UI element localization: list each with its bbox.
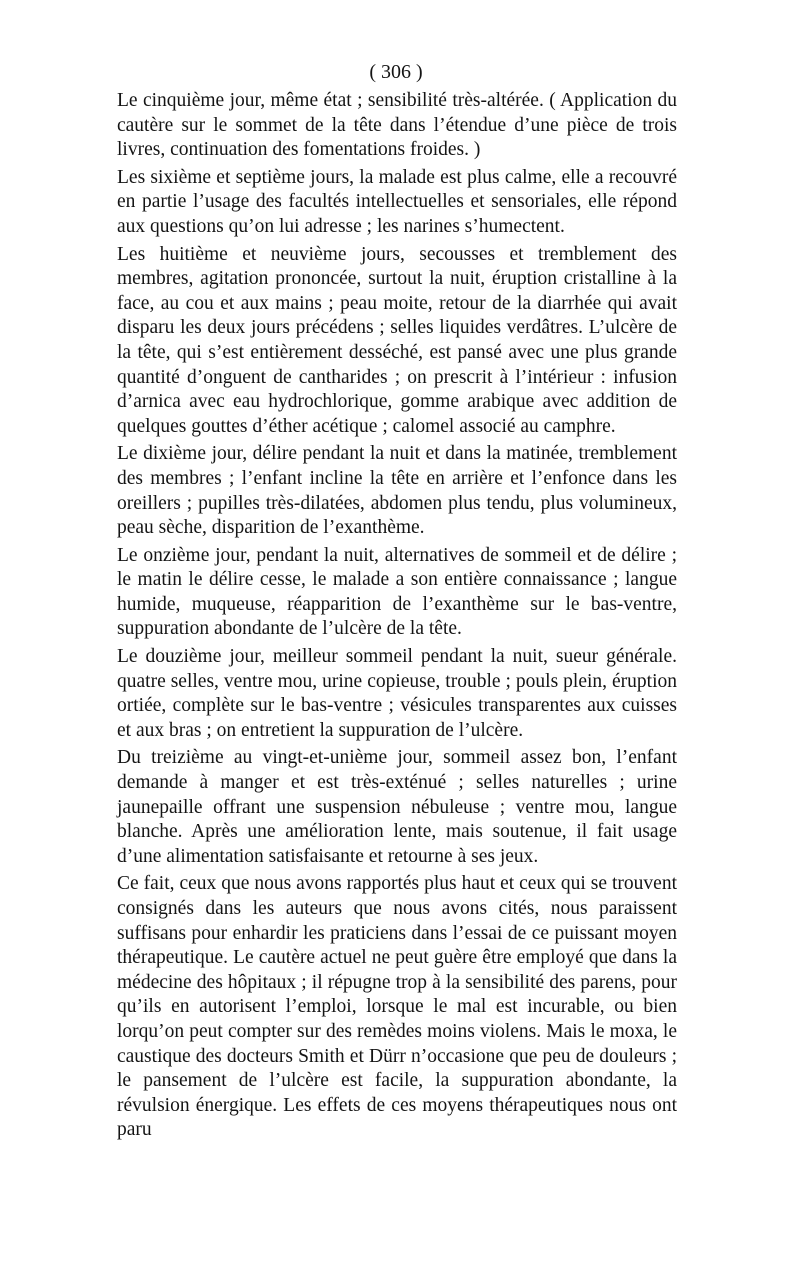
- paragraph-conclusion: Ce fait, ceux que nous avons rapportés plus haut et ceux qui se trouvent consignés dans les auteurs que nous avons cités, nous paraissent suffisans pour enhardir les praticiens dans l’essai de ce puissant moyen thérapeutique. Le cautère actuel ne peut guère être employé que dans la médecine des hôpitaux ; il répugne trop à la sensibilité des parens, pour qu’ils en autorisent l’emploi, lorsque le mal est incurable, ou bien lorqu’on peut compter sur des remèdes moins violens. Mais le moxa, le caustique des docteurs Smith et Dürr n’occasione que peu de douleurs ; le pansement de l’ulcère est facile, la suppuration abondante, la révulsion énergique. Les effets de ces moyens thérapeutiques nous ont paru: [117, 873, 677, 1141]
- book-page: [117, 60, 677, 1146]
- paragraph-days-six-seven: Les sixième et septième jours, la malade est plus calme, elle a recouvré en partie l’usage des facultés intellectuelles et sensoriales, elle répond aux questions qu’on lui adresse ; les narines s’humectent.: [117, 166, 677, 237]
- paragraph-days-thirteen-twentyone: Du treizième au vingt-et-unième jour, sommeil assez bon, l’enfant demande à manger et est très-exténué ; selles naturelles ; urine jaunepaille offrant une suspension nébuleuse ; ventre mou, langue blanche. Après une amélioration lente, mais soutenue, il fait usage d’une alimentation satisfaisante et retourne à ses jeux.: [117, 747, 677, 867]
- paragraph-day-eleven: Le onzième jour, pendant la nuit, alternatives de sommeil et de délire ; le matin le délire cesse, le malade a son entière connaissance ; langue humide, muqueuse, réapparition de l’exanthème sur le bas-ventre, suppuration abondante de l’ulcère de la tête.: [117, 544, 677, 640]
- page-number: ( 306 ): [369, 61, 423, 83]
- paragraph-day-five: Le cinquième jour, même état ; sensibilité très-altérée. ( Application du cautère sur le sommet de la tête dans l’étendue d’une pièce de trois livres, continuation des fomentations froides. ): [117, 90, 677, 161]
- paragraph-day-twelve: Le douzième jour, meilleur sommeil pendant la nuit, sueur générale. quatre selles, ventre mou, urine copieuse, trouble ; pouls plein, éruption ortiée, complète sur le bas-ventre ; vésicules transparentes aux cuisses et aux bras ; on entretient la suppuration de l’ulcère.: [117, 646, 677, 741]
- paragraph-days-eight-nine: Les huitième et neuvième jours, secousses et tremblement des membres, agitation prononcée, surtout la nuit, éruption cristalline à la face, au cou et aux mains ; peau moite, retour de la diarrhée qui avait disparu les deux jours précédens ; selles liquides verdâtres. L’ulcère de la tête, qui s’est entièrement desséché, est pansé avec une plus grande quantité d’onguent de cantharides ; on prescrit à l’intérieur : infusion d’arnica avec eau hydrochlorique, gomme arabique avec addition de quelques gouttes d’éther acétique ; calomel associé au camphre.: [117, 243, 677, 437]
- paragraph-day-ten: Le dixième jour, délire pendant la nuit et dans la matinée, tremblement des membres ; l’enfant incline la tête en arrière et l’enfonce dans les oreillers ; pupilles très-dilatées, abdomen plus tendu, plus volumineux, peau sèche, disparition de l’exanthème.: [117, 443, 677, 539]
